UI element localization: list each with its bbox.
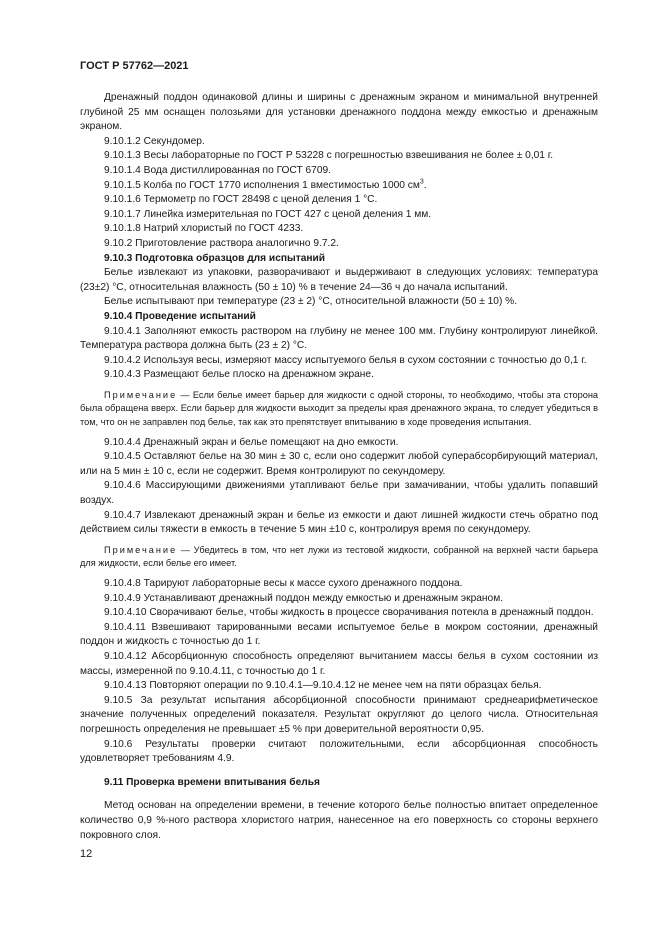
paragraph: 9.10.4.11 Взвешивают тарированными весами испытуемое белье в мокром состоянии, дренажный поддон и жидкость с точностью до 1 г. <box>80 621 598 648</box>
page-number: 12 <box>80 848 93 860</box>
paragraph: Белье испытывают при температуре (23 ± 2) °С, относительной влажности (50 ± 10) %. <box>104 296 518 308</box>
paragraph: 9.10.4.3 Размещают белье плоско на дренажном экране. <box>104 369 374 381</box>
paragraph: 9.10.4.13 Повторяют операции по 9.10.4.1—9.10.4.12 не менее чем на пяти образцах белья. <box>104 680 542 692</box>
paragraph-text: 9.10.1.5 Колба по ГОСТ 1770 исполнения 1 вместимостью 1000 см <box>104 179 420 191</box>
paragraph: 9.10.4.5 Оставляют белье на 30 мин ± 30 с, если оно содержит любой суперабсорбирующий материал, или на 5 мин ± 10 с, если не содержит. Время контролируют по секундомеру. <box>80 451 598 477</box>
note-label: Примечание <box>104 544 178 555</box>
paragraph: 9.10.4.7 Извлекают дренажный экран и белье из емкости и дают лишней жидкости стечь обратно под действием силы тяжести в емкость в течение 5 мин ±10 с, контролируя время по секундомеру. <box>80 509 598 536</box>
paragraph: 9.10.4.2 Используя весы, измеряют массу испытуемого белья в сухом состоянии с точностью до 0,1 г. <box>104 354 587 366</box>
paragraph: 9.10.5 За результат испытания абсорбционной способности принимают среднеарифметическое значение полученных определений показателя. Результат округляют до целого числа. Относительная погрешность определения не превышает ±5 % при доверительной вероятности 0,95. <box>80 694 598 735</box>
paragraph: 9.10.6 Результаты проверки считают положительными, если абсорбционная способность удовлетворяет требованиям 4.9. <box>80 738 598 765</box>
paragraph: Метод основан на определении времени, в течение которого белье полностью впитает определенное количество 0,9 %-ного раствора хлористого натрия, нанесенное на его поверхность со стороны верхнего покровного слоя. <box>80 800 598 841</box>
paragraph <box>80 179 598 194</box>
paragraph: 9.10.4.10 Сворачивают белье, чтобы жидкость в процессе сворачивания потекла в дренажный поддон. <box>104 607 594 619</box>
paragraph: Белье извлекают из упаковки, разворачивают и выдерживают в следующих условиях: температура (23±2) °С, относительная влажность (50 ± 10) % в течение 24—36 ч до начала испытаний. <box>80 267 598 293</box>
paragraph: 9.10.2 Приготовление раствора аналогично 9.7.2. <box>104 237 339 249</box>
paragraph: Дренажный поддон одинаковой длины и ширины с дренажным экраном и минимальной внутренней глубиной 25 мм оснащен полозьями для установки дренажного поддона между емкостью и дренажным экраном. <box>80 92 598 133</box>
subsection-heading: 9.10.4 Проведение испытаний <box>104 310 256 322</box>
superscript: 3 <box>419 178 424 186</box>
document-header: ГОСТ Р 57762—2021 <box>80 60 189 72</box>
document-body <box>80 91 598 843</box>
note <box>80 389 598 430</box>
paragraph: 9.10.4.1 Заполняют емкость раствором на глубину не менее 100 мм. Глубину контролируют линейкой. Температура раствора должна быть (23 ± 2) °С. <box>80 325 598 352</box>
note-text: — Если белье имеет барьер для жидкости с одной стороны, то необходимо, чтобы эта сторона была обращена вверх. Если барьер для жидкости выходит за пределы края дренажного экрана, то следует убедиться в том, что он не заправлен под белье, так как это препятствует впитыванию в ходе проведения испытания. <box>80 389 598 428</box>
paragraph: 9.10.4.6 Массирующими движениями утапливают белье при замачивании, чтобы удалить попавший воздух. <box>80 480 598 507</box>
paragraph: 9.10.1.4 Вода дистиллированная по ГОСТ 6709. <box>104 164 331 176</box>
paragraph: 9.10.1.7 Линейка измерительная по ГОСТ 427 с ценой деления 1 мм. <box>104 208 432 220</box>
paragraph: 9.10.1.8 Натрий хлористый по ГОСТ 4233. <box>104 223 304 235</box>
paragraph: 9.10.4.12 Абсорбционную способность определяют вычитанием массы белья в сухом состоянии из массы, измеренной по 9.10.4.11, с точностью до 1 г. <box>80 650 598 677</box>
note-label: Примечание <box>104 389 178 400</box>
subsection-heading: 9.10.3 Подготовка образцов для испытаний <box>104 252 326 264</box>
paragraph: 9.10.1.2 Секундомер. <box>104 135 205 147</box>
paragraph: 9.10.1.6 Термометр по ГОСТ 28498 с ценой деления 1 °С. <box>104 194 378 206</box>
paragraph: 9.10.4.8 Тарируют лабораторные весы к массе сухого дренажного поддона. <box>104 578 463 589</box>
note <box>80 544 598 571</box>
paragraph-text: . <box>423 179 427 191</box>
paragraph: 9.10.1.3 Весы лабораторные по ГОСТ Р 53228 с погрешностью взвешивания не более ± 0,01 г. <box>104 150 554 162</box>
section-heading: 9.11 Проверка времени впитывания белья <box>104 776 320 788</box>
paragraph: 9.10.4.9 Устанавливают дренажный поддон между емкостью и дренажным экраном. <box>104 592 504 604</box>
note-text: — Убедитесь в том, что нет лужи из тестовой жидкости, собранной на верхней части барьера для жидкости, если белье его имеет. <box>80 544 598 569</box>
paragraph: 9.10.4.4 Дренажный экран и белье помещают на дно емкости. <box>104 436 399 448</box>
